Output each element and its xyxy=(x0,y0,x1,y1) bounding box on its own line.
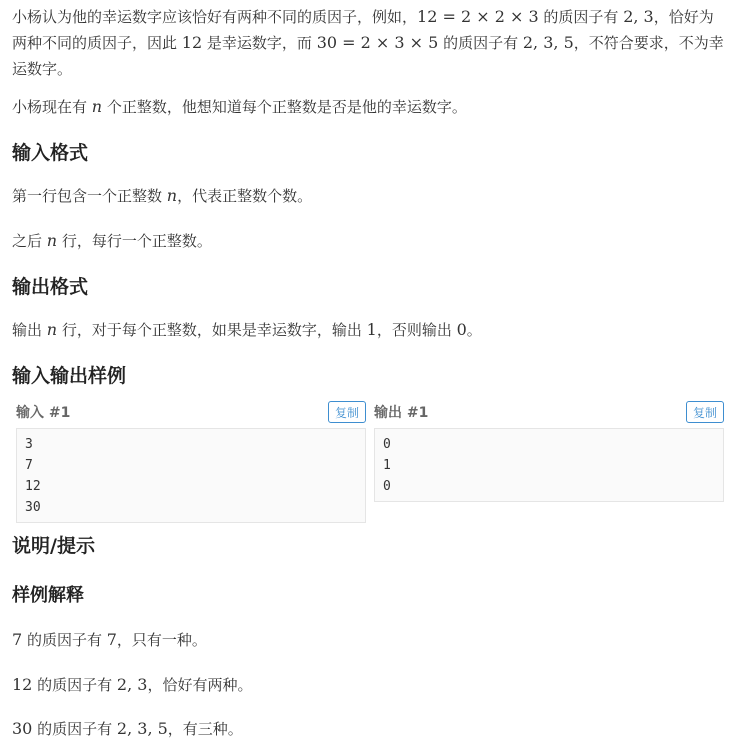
sample-output-header xyxy=(374,398,724,428)
intro-text: 小杨认为他的幸运数字应该恰好有两种不同的质因子，例如， xyxy=(12,8,418,26)
math-expression: 1 xyxy=(366,320,377,339)
math-expression: 2, 3 xyxy=(623,7,654,26)
text: ，否则输出 xyxy=(376,321,457,339)
text: 输出 xyxy=(12,321,47,339)
math-expression: 7 xyxy=(106,630,117,649)
sample-line: 3 xyxy=(25,437,33,452)
text: 之后 xyxy=(12,232,47,250)
math-variable: n xyxy=(166,186,178,205)
text: ，代表正整数个数。 xyxy=(177,187,313,205)
text: 行，对于每个正整数，如果是幸运数字，输出 xyxy=(57,321,367,339)
explanation-line-2 xyxy=(12,672,252,698)
math-expression: 2, 3, 5 xyxy=(522,33,574,52)
copy-output-button[interactable]: 复制 xyxy=(686,401,724,423)
input-format-heading: 输入格式 xyxy=(12,142,89,164)
notes-heading: 说明/提示 xyxy=(12,535,95,557)
intro-text: 的质因子有 xyxy=(538,8,624,26)
intro-text: 个正整数，他想知道每个正整数是否是他的幸运数字。 xyxy=(102,98,467,116)
intro-text: 小杨现在有 xyxy=(12,98,92,116)
math-expression: 2, 3 xyxy=(116,675,148,694)
sample-explanation-heading: 样例解释 xyxy=(12,585,84,606)
sample-input-panel xyxy=(16,398,366,523)
sample-input-header xyxy=(16,398,366,428)
sample-line: 0 xyxy=(383,437,391,452)
text: 第一行包含一个正整数 xyxy=(12,187,167,205)
samples-heading: 输入输出样例 xyxy=(12,365,127,387)
intro-text: 是幸运数字，而 xyxy=(202,34,317,52)
sample-output-box[interactable] xyxy=(374,428,724,502)
intro-paragraph-2 xyxy=(12,94,467,120)
math-expression: 2, 3, 5 xyxy=(116,719,168,738)
text: 。 xyxy=(466,321,482,339)
text: 行，每行一个正整数。 xyxy=(57,232,212,250)
math-expression: 12 xyxy=(181,33,203,52)
sample-output-title: 输出 #1 xyxy=(374,405,429,421)
explanation-line-3 xyxy=(12,716,243,742)
text: 的质因子有 xyxy=(22,631,107,649)
sample-input-title: 输入 #1 xyxy=(16,405,71,421)
math-expression: 7 xyxy=(12,630,23,649)
input-format-line-1 xyxy=(12,183,312,209)
math-variable: n xyxy=(91,97,103,116)
text: ，只有一种。 xyxy=(116,631,207,649)
intro-paragraph-1 xyxy=(12,4,724,82)
math-expression: 0 xyxy=(456,320,467,339)
sample-line: 7 xyxy=(25,458,33,473)
output-format-heading: 输出格式 xyxy=(12,276,89,298)
text: ，有三种。 xyxy=(167,720,243,738)
sample-line: 0 xyxy=(383,479,391,494)
explanation-line-1 xyxy=(12,627,207,653)
text: 的质因子有 xyxy=(32,720,117,738)
output-format-line-1 xyxy=(12,317,482,343)
intro-text: ，不符合要求，不为幸运数字。 xyxy=(12,34,724,78)
copy-input-button[interactable]: 复制 xyxy=(328,401,366,423)
samples-area xyxy=(16,398,724,526)
text: 的质因子有 xyxy=(32,676,117,694)
text: ，恰好有两种。 xyxy=(147,676,253,694)
math-variable: n xyxy=(46,231,58,250)
math-expression: 12 = 2 × 2 × 3 xyxy=(417,7,539,26)
math-variable: n xyxy=(46,320,58,339)
sample-line: 30 xyxy=(25,500,41,515)
math-expression: 30 = 2 × 3 × 5 xyxy=(316,33,439,52)
sample-input-box[interactable] xyxy=(16,428,366,523)
math-expression: 30 xyxy=(12,719,33,738)
math-expression: 12 xyxy=(12,675,33,694)
sample-line: 12 xyxy=(25,479,41,494)
intro-text: 的质因子有 xyxy=(438,34,523,52)
input-format-line-2 xyxy=(12,228,212,254)
intro-text: ，恰好为两种不同的质因子，因此 xyxy=(12,8,714,52)
sample-line: 1 xyxy=(383,458,391,473)
sample-output-panel xyxy=(374,398,724,502)
